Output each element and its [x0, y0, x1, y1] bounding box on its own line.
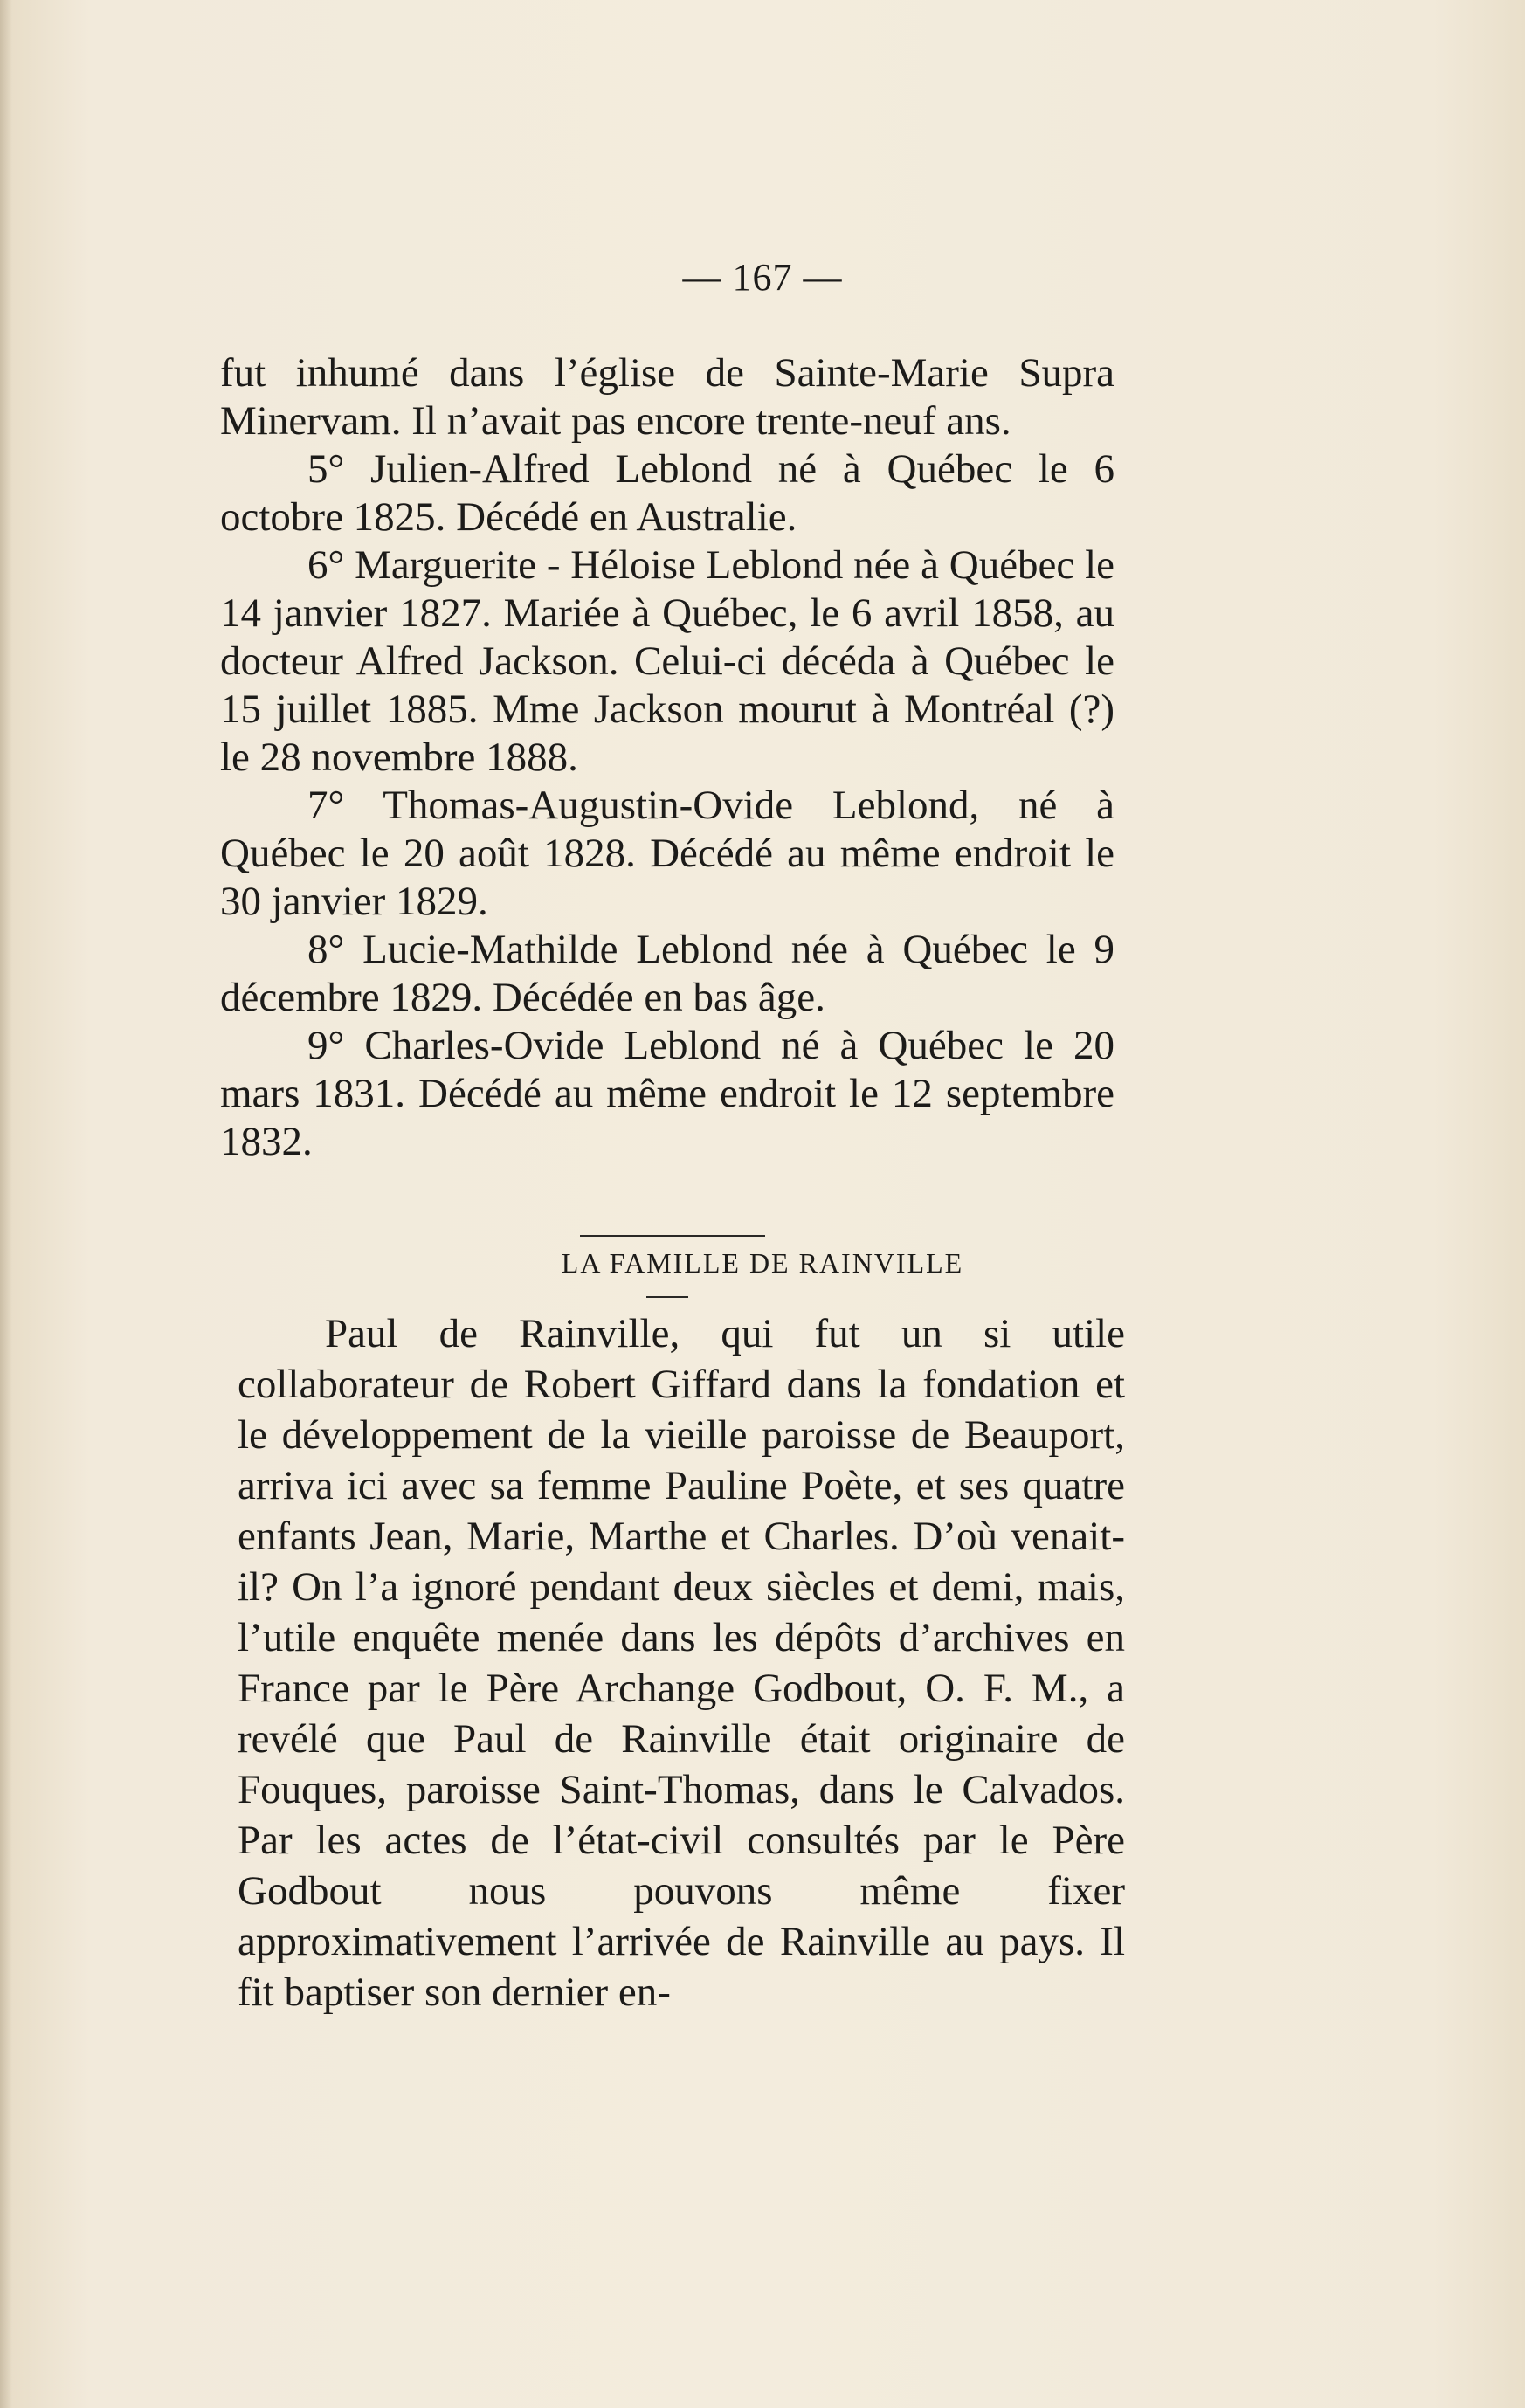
- paragraph-rainville: Paul de Rainville, qui fut un si utile collaborateur de Robert Giffard dans la fondation et le développement de la vieille paroisse de Beauport, arriva ici avec sa femme Pauline Poète, et ses quatre enfants Jean, Marie, Marthe et Charles. D’où venait-il? On l’a ignoré pendant deux siècles et demi, mais, l’utile enquête menée dans les dépôts d’archives en France par le Père Archange Godbout, O. F. M., a revélé que Paul de Rainville était originaire de Fouques, paroisse Saint-Thomas, dans le Calvados. Par les actes de l’état-civil consultés par le Père Godbout nous pouvons même fixer approximativement l’arrivée de Rainville au pays. Il fit baptiser son dernier en-: [238, 1311, 1125, 2015]
- paragraph-entry-6: 6° Marguerite - Héloise Leblond née à Québec le 14 janvier 1827. Mariée à Québec, le 6 avril 1858, au docteur Alfred Jackson. Celui-ci décéda à Québec le 15 juillet 1885. Mme Jackson mourut à Montréal (?) le 28 novembre 1888.: [220, 542, 1114, 780]
- paragraph-entry-5: 5° Julien-Alfred Leblond né à Québec le 6 octobre 1825. Décédé en Australie.: [220, 446, 1114, 540]
- paragraph-entry-8: 8° Lucie-Mathilde Leblond née à Québec le 9 décembre 1829. Décédée en bas âge.: [220, 927, 1114, 1020]
- page-number: — 167 —: [682, 256, 843, 299]
- section-divider-bottom: [646, 1296, 688, 1298]
- section-heading: LA FAMILLE DE RAINVILLE: [561, 1247, 964, 1279]
- paragraph-entry-7: 7° Thomas-Augustin-Ovide Leblond, né à Québec le 20 août 1828. Décédé au même endroit le 30 janvier 1829.: [220, 783, 1114, 924]
- binding-shadow: [0, 0, 12, 2408]
- section-divider-top: [580, 1235, 765, 1237]
- bottom-text-block: [238, 1308, 1125, 2018]
- top-text-block: [220, 349, 1114, 1166]
- paragraph-continuation: fut inhumé dans l’église de Sainte-Marie Supra Minervam. Il n’avait pas encore trente-neuf ans.: [220, 350, 1114, 444]
- paragraph-entry-9: 9° Charles-Ovide Leblond né à Québec le 20 mars 1831. Décédé au même endroit le 12 septembre 1832.: [220, 1023, 1114, 1164]
